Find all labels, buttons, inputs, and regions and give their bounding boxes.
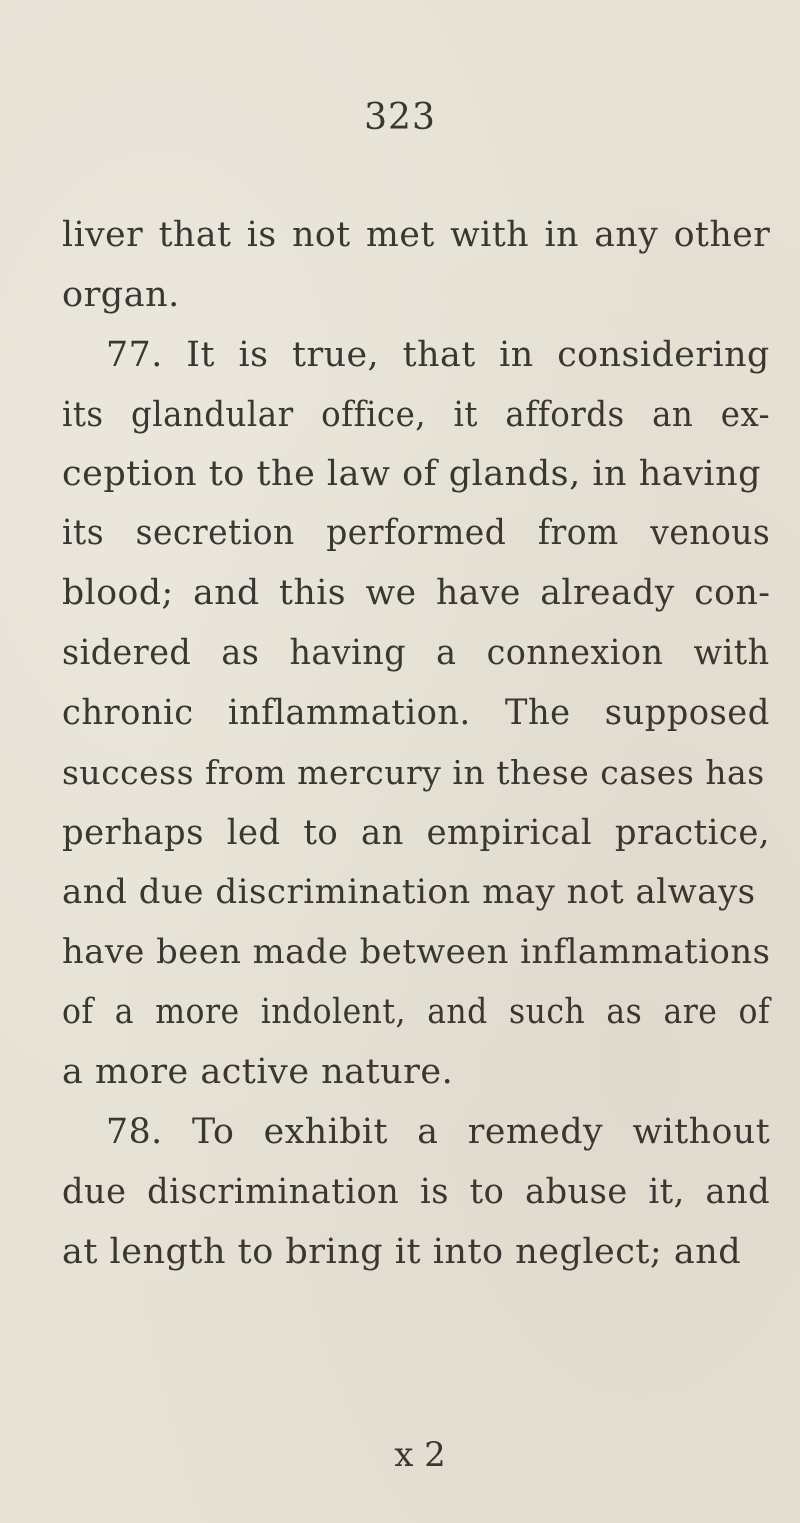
text-line: blood; and this we have already con- [62,573,771,613]
page-number: 323 [364,97,436,138]
text-line: due discrimination is to abuse it, and [62,1172,771,1212]
text-line: have been made between inflammations [62,932,771,972]
text-line: 77. It is true, that in considering [106,335,770,375]
text-line: 78. To exhibit a remedy without [106,1112,771,1152]
text-line: and due discrimination may not always [62,872,756,912]
text-line: ception to the law of glands, in having [62,454,762,494]
text-line: chronic inflammation. The supposed [62,693,770,733]
text-line: at length to bring it into neglect; and [62,1232,742,1272]
text-line: organ. [62,275,180,315]
text-line: liver that is not met with in any other [62,215,771,255]
text-line: success from mercury in these cases has [62,753,765,792]
text-line: a more active nature. [62,1052,454,1092]
text-line: its glandular office, it affords an ex- [62,395,771,435]
text-line: sidered as having a connexion with [62,633,770,673]
text-line: its secretion performed from venous [62,513,771,553]
text-line: perhaps led to an empirical practice, [62,813,770,853]
text-line: of a more indolent, and such as are of [62,992,771,1032]
signature-mark: x 2 [394,1435,446,1475]
